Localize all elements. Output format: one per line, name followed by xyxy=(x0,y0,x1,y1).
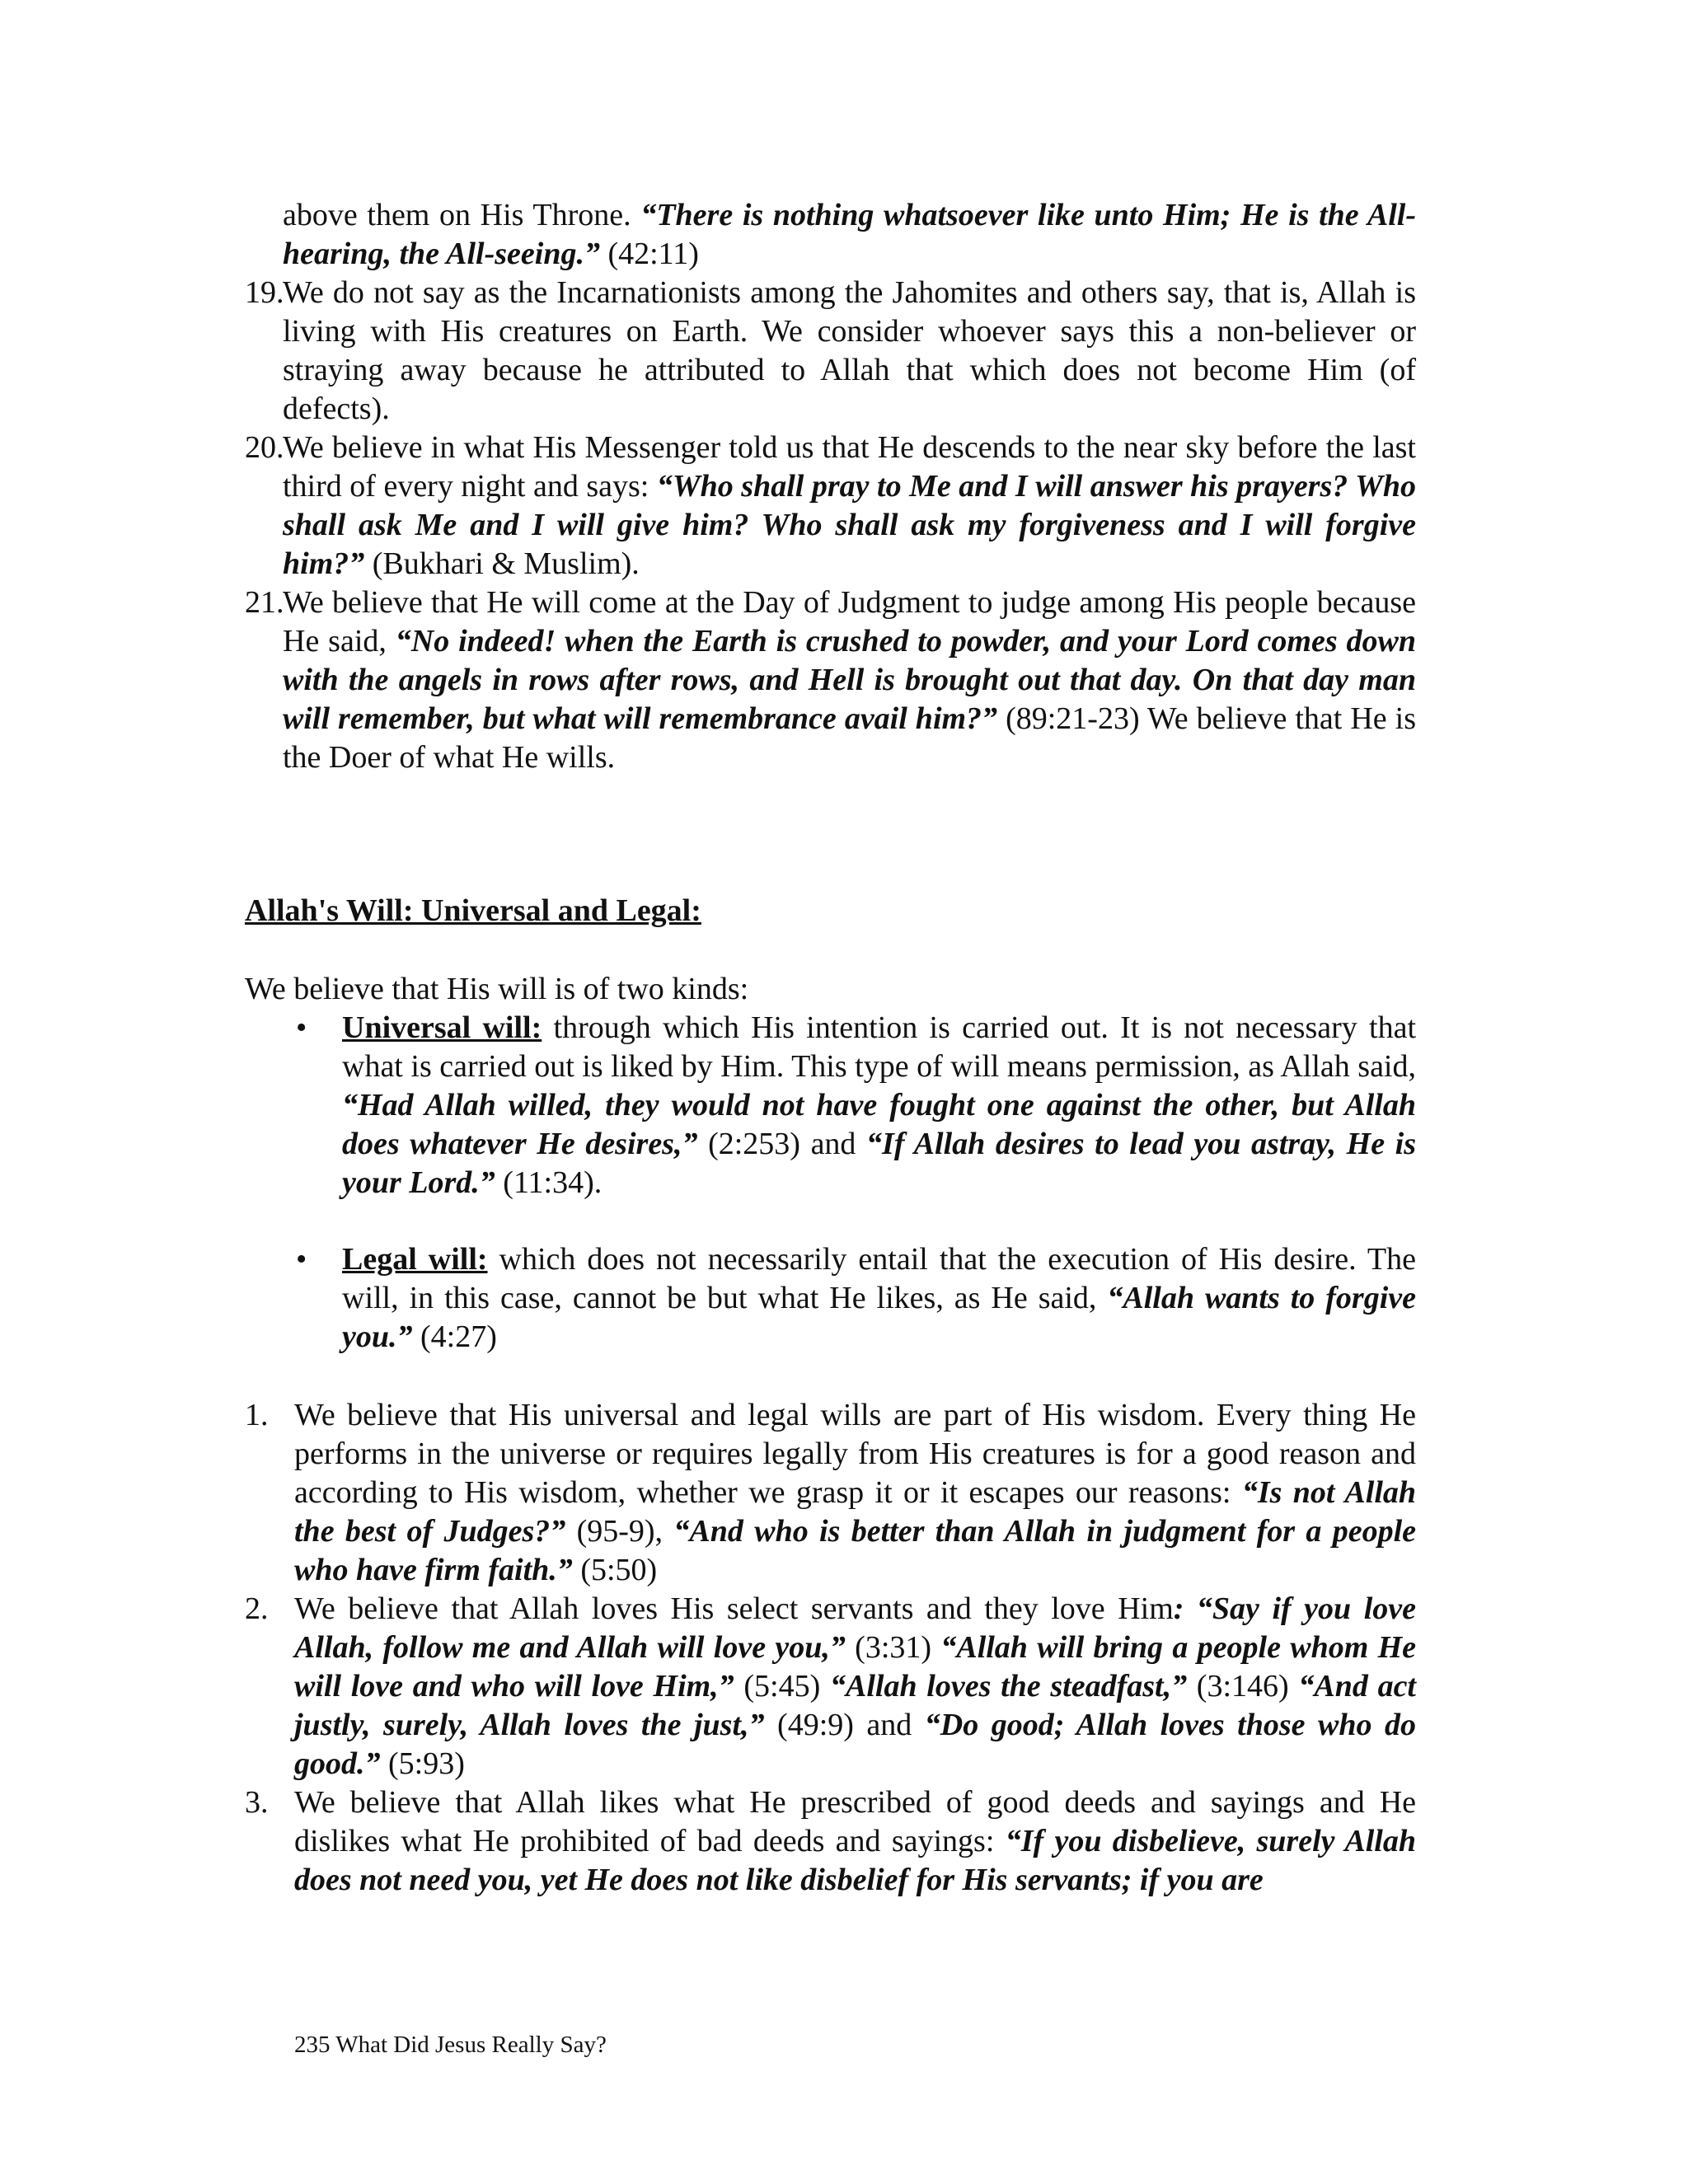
hadith-quote: “Who shall pray to Me and I will answer his prayers? Who shall ask Me and I will give him? Who shall ask my forgiveness and I will forgive him?” xyxy=(283,469,1417,581)
plain-text: (2:253) and xyxy=(697,1127,867,1161)
plain-text: above them on His Throne. xyxy=(283,198,641,232)
will-kinds-list-2 xyxy=(245,1240,1416,1357)
item-number: 2. xyxy=(245,1591,269,1626)
page-footer: 235 What Did Jesus Really Say? xyxy=(294,2032,607,2058)
will-item-1 xyxy=(245,1396,1416,1590)
quran-quote: “Allah wants to forgive you.” xyxy=(342,1281,1417,1354)
verse-reference: (42:11) xyxy=(599,237,699,271)
quran-quote: “Allah will bring a people whom He will love and who will love Him,” xyxy=(294,1630,1416,1704)
quran-quote: “There is nothing whatsoever like unto Him; He is the All-hearing, the All-seeing.” xyxy=(283,198,1416,271)
verse-reference: (11:34). xyxy=(495,1165,603,1200)
numbered-belief-list xyxy=(245,274,1416,777)
item-number: 3. xyxy=(245,1785,269,1820)
continuation-paragraph xyxy=(245,196,1416,274)
continuation-text xyxy=(245,196,1416,274)
quran-quote: “And act justly, surely, Allah loves the just,” xyxy=(294,1669,1416,1742)
quran-quote: “Is not Allah the best of Judges?” xyxy=(294,1475,1417,1549)
item-number: 19. xyxy=(245,275,284,310)
section-heading: Allah's Will: Universal and Legal: xyxy=(245,893,701,928)
bullet-dot: • xyxy=(296,1010,307,1045)
verse-reference: (89:21-23) We believe that He is the Doer of what He wills. xyxy=(283,701,1417,775)
bullet-dot: • xyxy=(296,1242,307,1277)
quran-quote: “Had Allah willed, they would not have fought one against the other, but Allah does whatever He desires,” xyxy=(342,1088,1416,1161)
quran-quote: “If Allah desires to lead you astray, He is your Lord.” xyxy=(342,1127,1417,1200)
will-item-2 xyxy=(245,1590,1416,1783)
plain-text: We believe in what His Messenger told us that He descends to the near sky before the last third of every night and says: xyxy=(283,430,1416,504)
quran-quote: “If you disbelieve, surely Allah does not need you, yet He does not like disbelief for His servants; if you are xyxy=(294,1824,1416,1897)
bullet-legal-will xyxy=(245,1240,1416,1357)
plain-text: (49:9) and xyxy=(764,1708,925,1742)
source-reference: (Bukhari & Muslim). xyxy=(364,546,640,581)
plain-text: which does not necessarily entail that the execution of His desire. The will, in this case, cannot be but what He likes, as He said, xyxy=(342,1242,1416,1315)
plain-text: (3:31) xyxy=(845,1630,941,1665)
will-item-3 xyxy=(245,1783,1416,1900)
plain-text: through which His intention is carried out. It is not necessary that what is carried out is liked by Him. This type of will means permission, as Allah said, xyxy=(342,1010,1417,1084)
quran-quote: : “Say if you love Allah, follow me and Allah will love you,” xyxy=(294,1591,1416,1665)
list-item-21 xyxy=(245,583,1416,777)
plain-text: (5:45) xyxy=(734,1669,830,1704)
verse-reference: (5:93) xyxy=(380,1746,465,1781)
verse-reference: (5:50) xyxy=(572,1553,658,1587)
plain-text: We believe that Allah loves His select servants and they love Him xyxy=(294,1591,1174,1626)
plain-text: (95-9), xyxy=(565,1514,674,1549)
plain-text: We believe that His universal and legal wills are part of His wisdom. Every thing He performs in the universe or requires legally from His creatures is for a good reason and according to His wisdom, whether we grasp it or it escapes our reasons: xyxy=(294,1398,1416,1510)
list-item-19 xyxy=(245,274,1416,429)
plain-text: (3:146) xyxy=(1187,1669,1299,1704)
plain-text: We do not say as the Incarnationists among the Jahomites and others say, that is, Allah is living with His creatures on Earth. We consider whoever says this a non-believer or straying away because he attributed to Allah that which does not become Him (of defects). xyxy=(283,275,1416,426)
item-number: 21. xyxy=(245,585,284,620)
quran-quote: “And who is better than Allah in judgment for a people who have firm faith.” xyxy=(294,1514,1417,1587)
bullet-label: Legal will: xyxy=(342,1242,488,1277)
verse-reference: (4:27) xyxy=(412,1319,497,1354)
item-number: 1. xyxy=(245,1398,269,1432)
quran-quote: “Do good; Allah loves those who do good.” xyxy=(294,1708,1416,1781)
bullet-universal-will xyxy=(245,1009,1416,1202)
will-kinds-list xyxy=(245,1009,1416,1202)
item-number: 20. xyxy=(245,430,284,465)
plain-text: We believe that He will come at the Day of Judgment to judge among His people because He said, xyxy=(283,585,1416,658)
quran-quote: “No indeed! when the Earth is crushed to powder, and your Lord comes down with the angels in rows after rows, and Hell is brought out that day. On that day man will remember, but what will remembrance avail him?” xyxy=(283,624,1416,736)
bullet-label: Universal will: xyxy=(342,1010,542,1045)
plain-text: We believe that Allah likes what He prescribed of good deeds and sayings and He dislikes what He prohibited of bad deeds and sayings: xyxy=(294,1785,1416,1858)
list-item-20 xyxy=(245,429,1416,583)
will-beliefs-list xyxy=(245,1396,1416,1900)
intro-text: We believe that His will is of two kinds: xyxy=(245,972,749,1006)
quran-quote: “Allah loves the steadfast,” xyxy=(829,1669,1188,1704)
